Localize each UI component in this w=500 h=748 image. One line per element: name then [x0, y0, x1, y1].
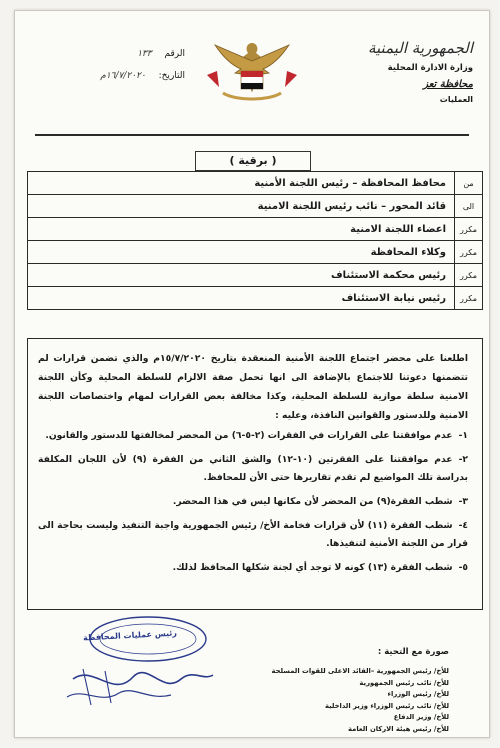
eagle-emblem-icon — [201, 35, 303, 111]
ref-label: الرقم — [164, 49, 185, 59]
document-title: ( برقية ) — [195, 151, 311, 171]
decision-number: ٣- — [458, 496, 468, 507]
decision-item — [38, 493, 468, 511]
date-value: ١٦/٧/٢٠٢٠م — [100, 71, 146, 81]
copy-recipient: للأخ/ وزير الدفاع — [393, 713, 449, 721]
decision-text: شطب الفقرة (١١) لأن قرارات فخامة الأخ/ رئيس الجمهورية واجبة التنفيذ وليست بحاجة الى قرار من اللجنة الأمنية لتنفيذها. — [38, 520, 468, 549]
decision-list — [38, 427, 468, 577]
decision-text: عدم موافقتنا على القرارات في الفقرات (٢-٥-٦) من المحضر لمخالفتها للدستور والقانون. — [45, 430, 453, 441]
date-label: التاريخ: — [158, 71, 185, 81]
recipient-row — [28, 241, 483, 264]
date-row — [55, 71, 185, 81]
recipients-table — [27, 171, 483, 310]
recipient-name: قائد المحور – نائب رئيس اللجنة الامنية — [28, 195, 455, 218]
telegram-body — [27, 338, 483, 610]
copy-recipient: للأخ/ نائب رئيس الجمهورية — [359, 678, 449, 687]
intro-paragraph: اطلعنا على محضر اجتماع اللجنة الأمنية المنعقدة بتاريخ ١٥/٧/٢٠٢٠م والذي تضمن قرارات لم تتضمنها دعوتنا للاجتماع بالإضافة الى انها تحمل صفة الالزام للسلطة المحلية وكأن اللجنة الامنية سلطة موازية للسلطة المحلية، وكذا مخالفة بعض القرارات لمهام واختصاصات اللجنة الامنية وللدستور والقوانين النافذة، وعليه : — [38, 353, 468, 421]
letterhead-left — [55, 49, 185, 93]
recipient-row — [28, 264, 483, 287]
decision-text: شطب الفقرة(٩) من المحضر لأن مكانها ليس في هذا المحضر. — [172, 496, 453, 507]
header-divider — [35, 134, 469, 136]
recipient-name: محافظ المحافظة – رئيس اللجنة الأمنية — [28, 172, 455, 195]
copies-heading: صورة مع التحية : — [377, 647, 449, 657]
recipient-name: رئيس محكمة الاستئناف — [28, 264, 455, 287]
decision-number: ٥- — [458, 562, 468, 573]
decision-item — [38, 427, 468, 445]
ref-value: ١٣٣ — [137, 49, 152, 59]
department-name: العمليات — [439, 95, 473, 104]
republic-script-title: الجمهورية اليمنية — [367, 39, 473, 57]
document-page — [14, 10, 490, 738]
decision-text: شطب الفقرة (١٣) كونه لا توجد أي لجنة شكلها المحافظ لذلك. — [172, 562, 453, 573]
recipient-role-label: من — [455, 172, 483, 195]
recipient-row — [28, 287, 483, 310]
decision-item — [38, 559, 468, 577]
copy-recipient: للأخ/ رئيس هيئة الاركان العامة — [347, 724, 449, 733]
recipient-name: رئيس نيابة الاستئناف — [28, 287, 455, 310]
ministry-name: وزارة الادارة المحلية — [387, 63, 473, 73]
official-stamp-signature-icon — [53, 609, 223, 719]
letterhead-right — [343, 39, 473, 104]
governorate-name: محافظة تعز — [423, 79, 473, 90]
copy-recipient: للأخ/ نائب رئيس الوزراء وزير الداخلية — [324, 701, 449, 710]
recipient-row — [28, 218, 483, 241]
recipient-name: وكلاء المحافظة — [28, 241, 455, 264]
recipient-role-label: مكرر — [455, 264, 483, 287]
recipient-row — [28, 172, 483, 195]
recipient-row — [28, 195, 483, 218]
decision-number: ٤- — [458, 520, 468, 531]
copy-recipient: للأخ/ رئيس الجمهورية –القائد الاعلى للقوات المسلحة — [271, 667, 449, 675]
recipient-role-label: مكرر — [455, 241, 483, 264]
recipient-name: اعضاء اللجنة الامنية — [28, 218, 455, 241]
recipient-role-label: مكرر — [455, 218, 483, 241]
decision-item — [38, 451, 468, 487]
decision-number: ١- — [458, 430, 468, 441]
decision-number: ٢- — [458, 454, 468, 465]
decision-text: عدم موافقتنا على الفقرتين (١٠-١٢) والشق الثاني من الفقرة (٩) لأن اللجان المكلفة بدراسة تلك المواضيع لم تقدم تقاريرها حتى الأن للمحافظ. — [38, 454, 468, 483]
recipient-role-label: الى — [455, 195, 483, 218]
copies-section — [272, 647, 450, 735]
decision-item — [38, 517, 468, 553]
reference-number-row — [55, 49, 185, 59]
copy-recipient: للأخ/ رئيس الوزراء — [387, 690, 449, 698]
stamp-label: رئيس عمليات المحافظة — [82, 628, 178, 643]
recipient-role-label: مكرر — [455, 287, 483, 310]
